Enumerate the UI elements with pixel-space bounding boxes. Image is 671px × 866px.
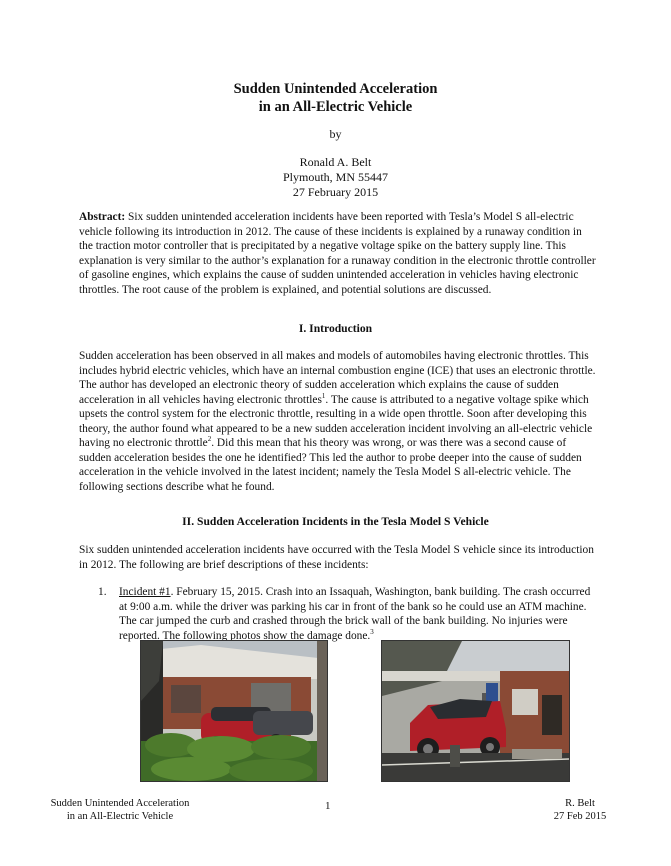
incident-1-label: Incident #1 xyxy=(119,586,171,598)
page-number: 1 xyxy=(325,800,331,812)
crash-photo-2-image xyxy=(382,641,569,781)
crash-photo-1 xyxy=(140,640,328,782)
footer-date: 27 Feb 2015 xyxy=(553,811,607,822)
abstract-text: Six sudden unintended acceleration incidents have been reported with Tesla’s Model S all-electric vehicle following its introduction in 2012. The cause of these incidents is explained by a runaway condition in the traction motor controller that is precipitated by a negative voltage spike on the battery supply line. This explanation is very similar to the author’s explanation for a runaway condition in the electronic throttle controller of gasoline engines, which explains the cause of sudden unintended acceleration in vehicles having electronic throttles. The root cause of the problem is explained, and potential solutions are discussed. xyxy=(79,211,596,296)
title-line-2: in an All-Electric Vehicle xyxy=(258,99,413,115)
crash-photo-1-image xyxy=(141,641,327,781)
paper-title xyxy=(0,80,671,116)
footnote-ref-3: 3 xyxy=(370,627,374,636)
intro-text-b: . The cause is attributed to a negative voltage spike which upsets the control system for the electronic throttle, resulting in a wide open throttle. Soon after developing this theory, the author found what appeared to be a new sudden acceleration incident involving an all-electric vehicle having no electronic throttle xyxy=(79,393,593,449)
intro-text-c: . Did this mean that his theory was wrong, or was there was a second cause of sudden acceleration besides the one he identified? This led the author to probe deeper into the cause of sudden acceleration in the vehicle involved in the latest incident; namely the Tesla Model S all-electric vehicle. The following sections describe what he found. xyxy=(79,437,582,493)
title-line-1: Sudden Unintended Acceleration xyxy=(233,81,438,97)
abstract xyxy=(79,210,597,297)
footer-title-line-1: Sudden Unintended Acceleration xyxy=(50,798,190,809)
intro-text-a: Sudden acceleration has been observed in all makes and models of automobiles having electronic throttles. This includes hybrid electric vehicles, which have an internal combustion engine (ICE) that uses an electronic throttle. The author has developed an electronic theory of sudden acceleration which explains the cause of sudden acceleration in all vehicles having electronic throttles xyxy=(79,350,596,406)
footnote-ref-1: 1 xyxy=(321,391,326,400)
author-date: 27 February 2015 xyxy=(292,185,379,199)
introduction-paragraph xyxy=(79,349,597,494)
incident-1-text: . February 15, 2015. Crash into an Issaquah, Washington, bank building. The crash occurred at 9:00 a.m. while the driver was parking his car in front of the bank so he could use an ATM machine. The car jumped the curb and crashed through the brick wall of the bank building. No injuries were reported. The following photos show the damage done. xyxy=(119,586,591,642)
footnote-ref-2: 2 xyxy=(207,435,212,444)
author-location: Plymouth, MN 55447 xyxy=(282,170,388,184)
list-number: 1. xyxy=(98,586,107,598)
author-block xyxy=(0,155,671,200)
footer-left xyxy=(30,797,210,823)
section-2-heading: II. Sudden Acceleration Incidents in the Tesla Model S Vehicle xyxy=(182,515,489,528)
footer-title-line-2: in an All-Electric Vehicle xyxy=(66,811,174,822)
crash-photo-2 xyxy=(381,640,570,782)
incident-1-body xyxy=(119,585,599,643)
section-1-heading: I. Introduction xyxy=(298,322,373,335)
section-2-intro: Six sudden unintended acceleration incidents have occurred with the Tesla Model S vehicle since its introduction in 2012. The following are brief descriptions of these incidents: xyxy=(79,544,594,571)
abstract-label: Abstract: xyxy=(79,211,126,223)
author-name: Ronald A. Belt xyxy=(299,155,372,169)
footer-right xyxy=(540,797,620,823)
by-line: by xyxy=(329,127,342,141)
footer-author: R. Belt xyxy=(565,798,595,809)
